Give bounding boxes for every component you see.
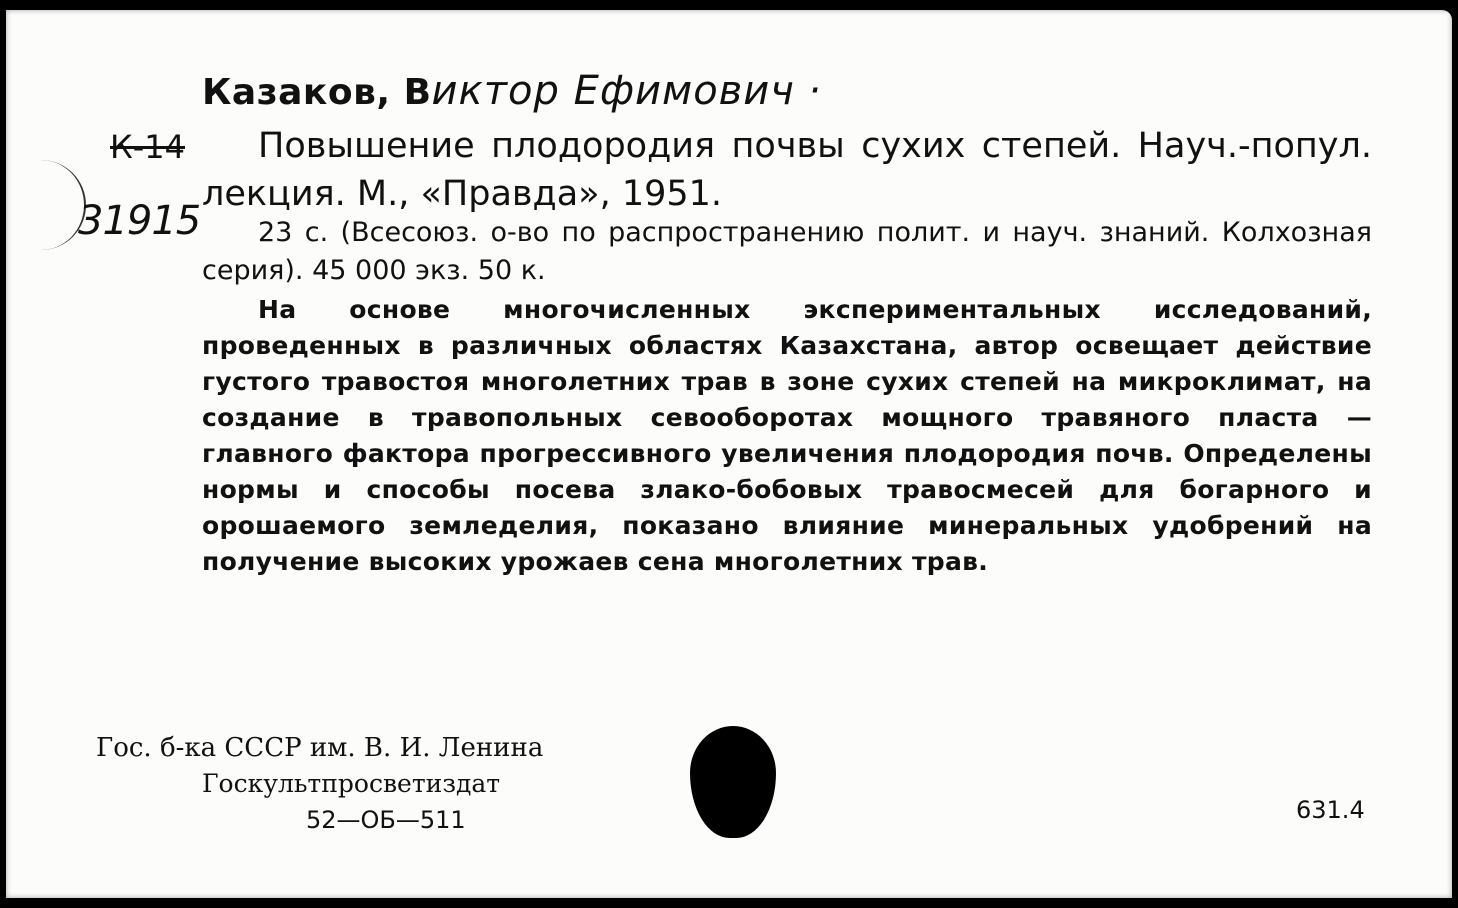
author-dot: · (807, 68, 822, 114)
book-title: Повышение плодородия почвы сухих степей. Науч.-попул. лекция. М., «Правда», 1951. (202, 126, 1372, 214)
imprint-details: 23 с. (Всесоюз. о-во по распространению полит. и науч. знаний. Колхозная серия). 45 000 экз. 50 к. (202, 217, 1372, 286)
shelfmark-crossed: К-14 (110, 128, 185, 166)
author-heading (202, 68, 822, 114)
author-printed: Казаков, В (202, 72, 432, 113)
author-handwritten: иктор Ефимович (431, 68, 795, 114)
shelfmark-handwritten: 31915 (78, 198, 201, 244)
publisher-name: Госкультпросветиздат (202, 769, 501, 798)
order-number: 52—ОБ—511 (306, 806, 466, 834)
handwritten-bracket (24, 160, 86, 250)
punch-hole (690, 726, 776, 838)
library-name: Гос. б-ка СССР им. В. И. Ленина (96, 733, 544, 763)
classification-code: 631.4 (1296, 796, 1365, 824)
catalog-card (6, 10, 1452, 898)
annotation-paragraph: На основе многочисленных экспериментальных исследований, проведенных в различных областях Казахстана, автор освещает действие густого травостоя многолетних трав в зоне сухих степей на микроклимат, на создание в травопольных севооборотах мощного травяного пласта — главного фактора прогрессивного увеличения плодородия почв. Определены нормы и способы посева злако-бобовых травосмесей для богарного и орошаемого земледелия, показано влияние минеральных удобрений на получение высоких урожаев сена многолетних трав. (202, 295, 1372, 576)
